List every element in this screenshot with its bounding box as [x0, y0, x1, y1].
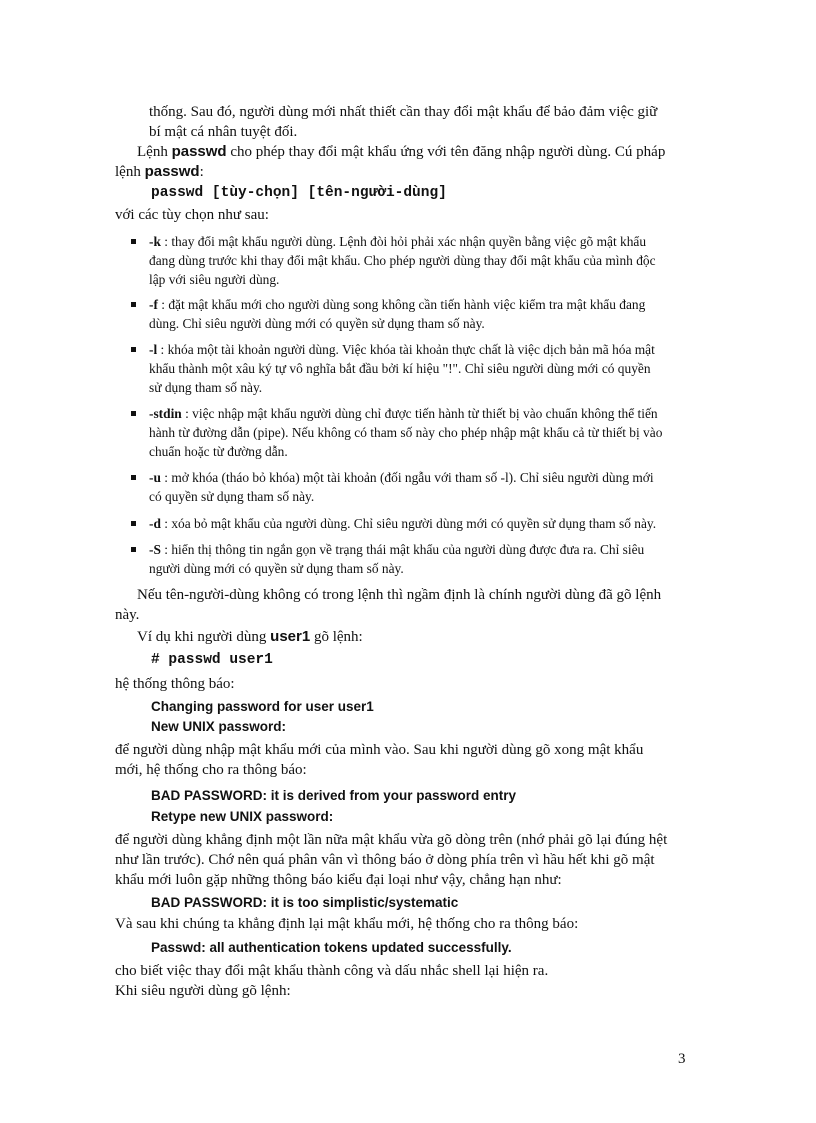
option-line: lập với siêu người dùng. — [149, 272, 280, 287]
option-flag: -k — [149, 234, 161, 249]
system-message: BAD PASSWORD: it is too simplistic/systematic — [151, 895, 459, 910]
passwd-description-line-1 — [137, 143, 665, 161]
option-line — [149, 405, 658, 422]
option-line: dùng. Chỉ siêu người dùng mới có quyền sử dụng tham số này. — [149, 316, 485, 331]
paragraph-line: Và sau khi chúng ta khẳng định lại mật khẩu mới, hệ thống cho ra thông báo: — [115, 916, 579, 932]
text-run: lệnh — [115, 164, 145, 180]
paragraph-line: mới, hệ thống cho ra thông báo: — [115, 762, 307, 778]
paragraph-line: để người dùng nhập mật khẩu mới của mình vào. Sau khi người dùng gõ xong mật khẩu — [115, 742, 644, 758]
text-run: Ví dụ khi người dùng — [137, 629, 271, 645]
text-run: cho phép thay đổi mật khẩu ứng với tên đăng nhập người dùng. Cú pháp — [226, 144, 666, 160]
option-line: chuẩn hoặc từ đường dẫn. — [149, 444, 288, 459]
paragraph-line: để người dùng khẳng định một lần nữa mật khẩu vừa gõ dòng trên (nhớ phải gõ lại đúng hệt — [115, 832, 668, 848]
text-run: : — [199, 164, 204, 180]
text-run: gõ lệnh: — [310, 629, 363, 645]
default-user-line-2: này. — [115, 607, 140, 623]
option-text: : khóa một tài khoản người dùng. Việc khóa tài khoản thực chất là việc dịch bản mã hóa mật — [157, 342, 655, 357]
option-line: đang dùng trước khi thay đổi mật khẩu. Cho phép người dùng thay đổi mật khẩu của mình độc — [149, 253, 656, 268]
option-flag: -l — [149, 342, 158, 357]
default-user-line-1: Nếu tên-người-dùng không có trong lệnh thì ngầm định là chính người dùng đã gõ lệnh — [137, 587, 662, 603]
example-intro — [137, 628, 363, 646]
bullet-icon — [131, 302, 136, 307]
example-command: # passwd user1 — [151, 652, 273, 668]
option-line: người dùng mới có quyền sử dụng tham số này. — [149, 561, 404, 576]
intro-line-1: thống. Sau đó, người dùng mới nhất thiết cần thay đổi mật khẩu để bảo đảm việc giữ — [149, 104, 658, 120]
options-intro: với các tùy chọn như sau: — [115, 207, 269, 223]
system-message: New UNIX password: — [151, 719, 287, 734]
bullet-icon — [131, 475, 136, 480]
option-text: : mở khóa (tháo bỏ khóa) một tài khoản (đối ngẫu với tham số -l). Chỉ siêu người dùng mới — [160, 470, 654, 485]
bullet-icon — [131, 521, 136, 526]
option-line — [149, 341, 655, 358]
command-name: passwd — [171, 143, 227, 160]
option-line: sử dụng tham số này. — [149, 380, 263, 395]
system-message: Retype new UNIX password: — [151, 809, 334, 824]
paragraph-line: Khi siêu người dùng gõ lệnh: — [115, 983, 291, 999]
option-line — [149, 469, 654, 486]
option-line: khẩu thành một xâu ký tự vô nghĩa bắt đầu bởi kí hiệu "!". Chỉ siêu người dùng mới có quyền — [149, 361, 651, 376]
system-says: hệ thống thông báo: — [115, 676, 235, 692]
bullet-icon — [131, 411, 136, 416]
option-line: hành từ đường dẫn (pipe). Nếu không có tham số này cho phép nhập mật khẩu cả từ thiết bị vào — [149, 425, 663, 440]
text-run: Lệnh — [137, 144, 172, 160]
option-flag: -S — [149, 542, 161, 557]
paragraph-line: cho biết việc thay đổi mật khẩu thành công và dấu nhắc shell lại hiện ra. — [115, 963, 549, 979]
option-flag: -f — [149, 297, 158, 312]
option-line — [149, 541, 644, 558]
page-number: 3 — [678, 1051, 686, 1067]
option-text: : thay đổi mật khẩu người dùng. Lệnh đòi hỏi phải xác nhận quyền bằng việc gõ mật khẩu — [160, 234, 647, 249]
example-username: user1 — [270, 628, 311, 645]
bullet-icon — [131, 547, 136, 552]
system-message: BAD PASSWORD: it is derived from your password entry — [151, 788, 517, 803]
option-text: : việc nhập mật khẩu người dùng chỉ được tiến hành từ thiết bị vào chuẩn không thể tiến — [181, 406, 658, 421]
option-flag: -d — [149, 516, 161, 531]
option-flag: -stdin — [149, 406, 182, 421]
system-message: Changing password for user user1 — [151, 699, 374, 714]
passwd-description-line-2 — [115, 163, 204, 181]
option-line: có quyền sử dụng tham số này. — [149, 489, 315, 504]
option-text: : hiển thị thông tin ngắn gọn về trạng thái mật khẩu của người dùng được đưa ra. Chỉ siêu — [160, 542, 645, 557]
paragraph-line: khẩu mới luôn gặp những thông báo kiểu đại loại như vậy, chẳng hạn như: — [115, 872, 562, 888]
option-text: : đặt mật khẩu mới cho người dùng song không cần tiến hành việc kiểm tra mật khẩu đang — [157, 297, 646, 312]
system-message: Passwd: all authentication tokens updated successfully. — [151, 940, 512, 955]
syntax-line: passwd [tùy-chọn] [tên-người-dùng] — [151, 185, 447, 201]
bullet-icon — [131, 347, 136, 352]
paragraph-line: như lần trước). Chớ nên quá phân vân vì thông báo ở dòng phía trên vì hầu hết khi gõ mật — [115, 852, 655, 868]
option-line — [149, 515, 656, 532]
option-line — [149, 296, 645, 313]
option-flag: -u — [149, 470, 161, 485]
option-line — [149, 233, 646, 250]
option-text: : xóa bỏ mật khẩu của người dùng. Chỉ siêu người dùng mới có quyền sử dụng tham số này. — [160, 516, 657, 531]
intro-line-2: bí mật cá nhân tuyệt đối. — [149, 124, 298, 140]
command-name: passwd — [144, 163, 200, 180]
bullet-icon — [131, 239, 136, 244]
